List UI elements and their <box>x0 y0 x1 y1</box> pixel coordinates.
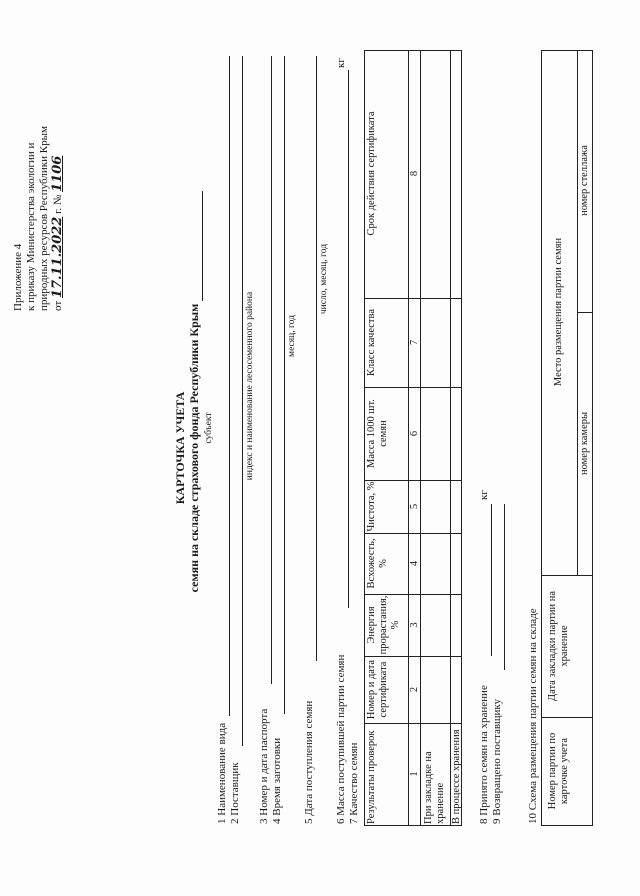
appendix-line-3: природных ресурсов Республики Крым <box>38 126 50 311</box>
harvest-time-caption: месяц, год <box>287 315 297 357</box>
handwritten-date: 17.11.2022 <box>50 216 65 299</box>
field-returned-line <box>504 504 505 670</box>
field-mass-label: 6 Масса поступившей партии семян <box>335 654 347 824</box>
field-mass-line <box>348 70 349 608</box>
mass-unit: кг <box>335 58 347 68</box>
pt-header-storage-date: Дата закладки партии на хранение <box>547 590 570 702</box>
qt-header-results: Результаты проверок <box>366 730 377 824</box>
field-species-label: 1 Наименование вида <box>216 722 228 824</box>
qt-header-certificate: Номер и дата сертификата <box>366 659 389 720</box>
form-subtitle: семян на складе страхового фонда Республики Крым <box>187 303 201 593</box>
qt-col-number: 2 <box>409 686 420 693</box>
handwritten-number: 1106 <box>50 155 65 192</box>
field-arrival-date-label: 5 Дата поступления семян <box>303 700 315 824</box>
form-title: КАРТОЧКА УЧЕТА <box>173 391 187 505</box>
qt-col-number: 4 <box>409 560 420 567</box>
date-suffix: г. № <box>52 194 64 214</box>
field-arrival-date-line <box>316 56 317 661</box>
qt-header-class: Класс качества <box>366 309 377 376</box>
field-passport-label: 3 Номер и дата паспорта <box>258 708 270 824</box>
placement-table-rule <box>577 50 578 576</box>
field-harvest-time-label: 4 Время заготовки <box>271 737 283 824</box>
supplier-caption: индекс и наименование лесосеменного района <box>245 291 255 481</box>
qt-header-validity: Срок действия сертификата <box>366 111 377 236</box>
qt-header-purity: Чистота, % <box>366 481 377 532</box>
pt-sub-chamber: номер камеры <box>579 411 590 476</box>
qt-header-energy: Энергия прорастания, % <box>366 595 401 655</box>
subject-caption: субъект <box>204 412 214 444</box>
arrival-date-caption: число, месяц, год <box>319 243 329 315</box>
field-supplier-line <box>242 56 243 746</box>
qt-col-number: 6 <box>409 430 420 437</box>
field-passport-line <box>271 56 272 684</box>
field-harvest-time-line <box>284 56 285 714</box>
quality-table-rule <box>450 50 451 826</box>
field-placement-label: 10 Схема размещения партии семян на складе <box>527 608 539 824</box>
field-species-line <box>229 56 230 716</box>
pt-header-location: Место размещения партии семян <box>553 237 564 387</box>
subject-underline <box>202 191 203 301</box>
appendix-line-1: Приложение 4 <box>12 243 24 311</box>
qt-col-number: 3 <box>409 622 420 628</box>
pt-header-batch-number: Номер партии по карточке учета <box>547 732 570 810</box>
field-accepted-label: 8 Принято семян на хранение <box>478 685 490 824</box>
appendix-line-2: к приказу Министерства экологии и <box>25 142 37 311</box>
field-accepted-line <box>491 504 492 656</box>
field-returned-label: 9 Возвращено поставщику <box>491 698 503 824</box>
qt-row-during-storage: В процессе хранения <box>451 729 462 824</box>
qt-col-number: 1 <box>409 771 420 777</box>
pt-sub-rack: номер стеллажа <box>579 145 590 216</box>
qt-row-at-storage: При закладке на хранение <box>423 751 446 824</box>
accepted-unit: кг <box>478 490 490 500</box>
qt-header-germination: Всхожесть, % <box>366 538 389 589</box>
appendix-date-line <box>51 156 65 311</box>
qt-col-number: 7 <box>409 339 420 346</box>
field-supplier-label: 2 Поставщик <box>229 762 241 824</box>
qt-col-number: 5 <box>409 503 420 510</box>
qt-col-number: 8 <box>409 170 420 177</box>
date-prefix: от <box>52 300 64 311</box>
field-quality-label: 7 Качество семян <box>348 742 360 824</box>
qt-header-mass-1000: Масса 1000 шт. семян <box>366 399 389 468</box>
